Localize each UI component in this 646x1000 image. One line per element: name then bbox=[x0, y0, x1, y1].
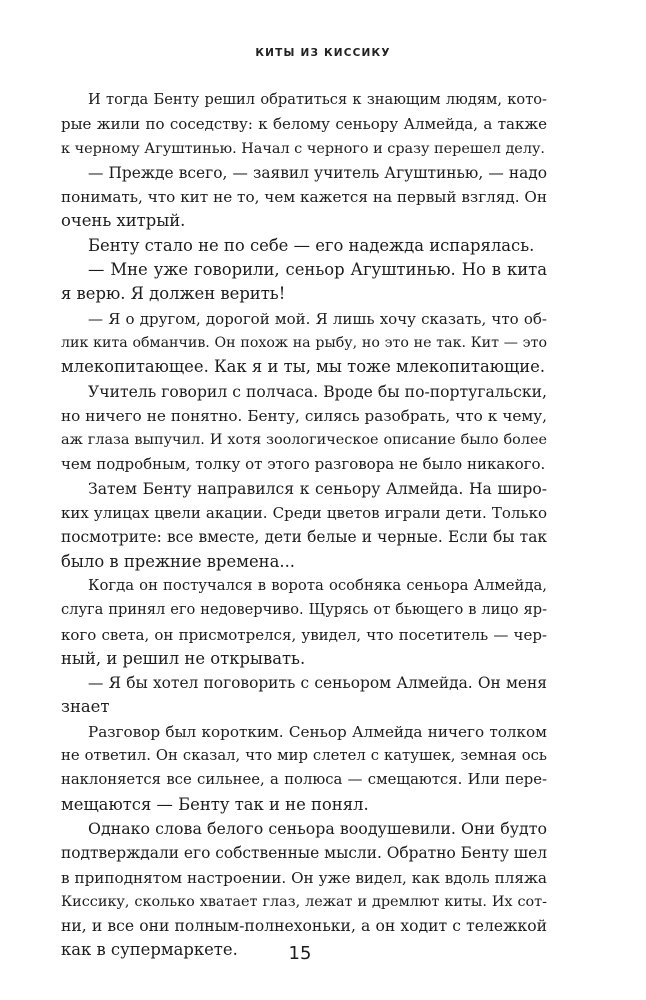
text-line: было в прежние времена... bbox=[61, 551, 295, 571]
text-line: знает bbox=[61, 697, 110, 717]
text-line: не ответил. Он сказал, что мир слетел с катушек, земная ось bbox=[61, 747, 547, 765]
text-line: чем подробным, толку от этого разговора не было никакого. bbox=[61, 455, 546, 474]
text-line: — Я бы хотел поговорить с сеньором Алмейда. Он меня bbox=[88, 674, 547, 693]
text-line: Однако слова белого сеньора воодушевили. Они будто bbox=[88, 818, 547, 838]
running-head: КИТЫ ИЗ КИССИКУ bbox=[255, 47, 391, 59]
text-line: Учитель говорил с полчаса. Вроде бы по-португальски, bbox=[88, 382, 547, 401]
text-line: — Прежде всего, — заявил учитель Агуштинью, — надо bbox=[88, 163, 547, 182]
text-line: понимать, что кит не то, чем кажется на первый взгляд. Он bbox=[61, 188, 547, 207]
text-line: Бенту стало не по себе — его надежда испарялась. bbox=[88, 235, 535, 255]
text-line: ный, и решил не открывать. bbox=[61, 648, 306, 668]
text-line: рые жили по соседству: к белому сеньору Алмейда, а также bbox=[61, 115, 547, 134]
text-line: кого света, он присмотрелся, увидел, что посетитель — чер- bbox=[61, 625, 547, 644]
text-line: но ничего не понятно. Бенту, силясь разобрать, что к чему, bbox=[61, 406, 547, 425]
text-line: И тогда Бенту решил обратиться к знающим людям, кото- bbox=[88, 91, 547, 108]
text-line: я верю. Я должен верить! bbox=[61, 284, 286, 304]
text-line: как в супермаркете. bbox=[61, 940, 238, 960]
text-line: ких улицах цвели акации. Среди цветов играли дети. Только bbox=[61, 504, 547, 523]
page-number: 15 bbox=[288, 943, 312, 964]
text-line: мещаются — Бенту так и не понял. bbox=[61, 794, 369, 814]
text-line: Когда он постучался в ворота особняка сеньора Алмейда, bbox=[88, 576, 547, 594]
text-line: Затем Бенту направился к сеньору Алмейда. На широ- bbox=[88, 479, 547, 498]
text-line: лик кита обманчив. Он похож на рыбу, но это не так. Кит — это bbox=[61, 334, 547, 351]
text-line: в приподнятом настроении. Он уже видел, как вдоль пляжа bbox=[61, 868, 547, 887]
text-line: очень хитрый. bbox=[61, 211, 186, 231]
text-line: Разговор был коротким. Сеньор Алмейда ничего толком bbox=[88, 722, 547, 741]
body-text bbox=[61, 88, 547, 963]
text-line: к черному Агуштинью. Начал с черного и сразу перешел делу. bbox=[61, 140, 546, 157]
text-line: — Мне уже говорили, сеньор Агуштинью. Но в кита bbox=[88, 260, 547, 280]
text-line: ни, и все они полным-полнехоньки, а он ходит с тележкой bbox=[61, 917, 547, 936]
text-line: посмотрите: все вместе, дети белые и черные. Если бы так bbox=[61, 528, 547, 547]
text-line: аж глаза выпучил. И хотя зоологическое описание было более bbox=[61, 432, 547, 449]
text-line: Киссику, сколько хватает глаз, лежат и дремлют киты. Их сот- bbox=[61, 893, 547, 910]
text-line: наклоняется все сильнее, а полюса — смещаются. Или пере- bbox=[61, 771, 547, 789]
text-line: слуга принял его недоверчиво. Щурясь от бьющего в лицо яр- bbox=[61, 601, 547, 619]
text-line: — Я о другом, дорогой мой. Я лишь хочу сказать, что об- bbox=[88, 309, 547, 328]
text-line: подтверждали его собственные мысли. Обратно Бенту шел bbox=[61, 844, 547, 863]
text-line: млекопитающее. Как я и ты, мы тоже млекопитающие. bbox=[61, 357, 546, 377]
